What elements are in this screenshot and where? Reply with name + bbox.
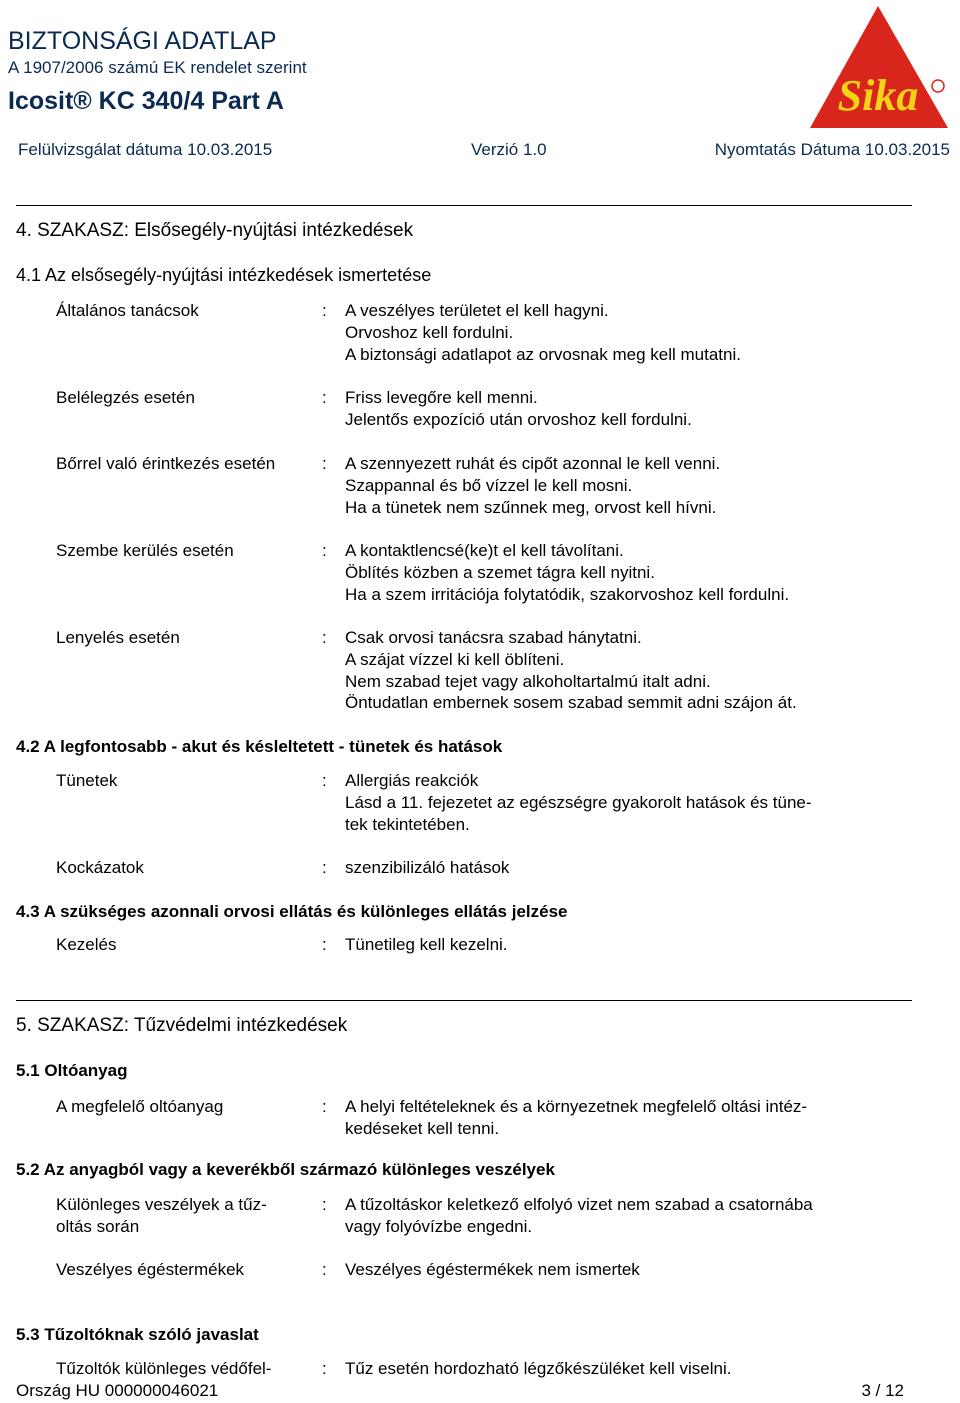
field-value-line: Ha a tünetek nem szűnnek meg, orvost kell hívni. <box>345 497 717 517</box>
field-value-line: Friss levegőre kell menni. <box>345 388 538 407</box>
print-date: Nyomtatás Dátuma 10.03.2015 <box>714 140 950 159</box>
field-value-line: Veszélyes égéstermékek nem ismertek <box>345 1260 640 1279</box>
field-label <box>56 934 316 956</box>
field-value <box>345 540 885 605</box>
section43-title: 4.3 A szükséges azonnali orvosi ellátás és különleges ellátás jelzése <box>16 902 568 921</box>
field-label <box>56 627 316 649</box>
header-meta <box>18 140 954 162</box>
field-colon: : <box>322 1195 327 1214</box>
section42-title: 4.2 A legfontosabb - akut és késleltetett - tünetek és hatások <box>16 737 503 756</box>
field-colon: : <box>322 454 327 473</box>
field-label <box>56 300 316 322</box>
field-label <box>56 453 316 475</box>
field-value-line: Tűz esetén hordozható légzőkészüléket kell viselni. <box>345 1359 732 1378</box>
document-title: BIZTONSÁGI ADATLAP <box>8 27 277 55</box>
page-number: 3 / 12 <box>861 1381 904 1400</box>
field-value-line: A kontaktlencsé(ke)t el kell távolítani. <box>345 541 624 560</box>
field-value-line: Öntudatlan embernek sosem szabad semmit adni szájon át. <box>345 693 797 713</box>
field-colon: : <box>322 301 327 320</box>
field-value-line: A szennyezett ruhát és cipőt azonnal le kell venni. <box>345 454 721 473</box>
field-value <box>345 1096 885 1140</box>
field-value-line: A biztonsági adatlapot az orvosnak meg kell mutatni. <box>345 344 741 364</box>
field-colon: : <box>322 1359 327 1378</box>
field-value-line: Ha a szem irritációja folytatódik, szakorvoshoz kell fordulni. <box>345 584 790 604</box>
field-value <box>345 857 885 879</box>
field-colon: : <box>322 858 327 877</box>
field-value-line: Orvoshoz kell fordulni. <box>345 322 514 342</box>
regulation-line: A 1907/2006 számú EK rendelet szerint <box>8 58 307 77</box>
field-label-line: A megfelelő oltóanyag <box>56 1097 224 1116</box>
revision-date: Felülvizsgálat dátuma 10.03.2015 <box>18 140 273 159</box>
field-value <box>345 300 885 365</box>
field-value-line: vagy folyóvízbe engedni. <box>345 1216 533 1236</box>
section5-title: 5. SZAKASZ: Tűzvédelmi intézkedések <box>16 1015 348 1036</box>
field-value <box>345 770 885 835</box>
section4-title: 4. SZAKASZ: Elsősegély-nyújtási intézkedések <box>16 220 414 241</box>
field-value-line: A szájat vízzel ki kell öblíteni. <box>345 649 565 669</box>
field-value-line: Nem szabad tejet vagy alkoholtartalmú italt adni. <box>345 671 711 691</box>
field-value-line: A helyi feltételeknek és a környezetnek megfelelő oltási intéz- <box>345 1097 808 1116</box>
field-colon: : <box>322 771 327 790</box>
field-label-line: Kezelés <box>56 935 117 954</box>
field-colon: : <box>322 1260 327 1279</box>
footer-country-code: Ország HU 000000046021 <box>16 1381 219 1400</box>
field-label <box>56 387 316 409</box>
field-value <box>345 1194 885 1238</box>
product-name: Icosit® KC 340/4 Part A <box>8 87 284 115</box>
field-label-line: Különleges veszélyek a tűz- <box>56 1195 267 1214</box>
section-divider <box>16 205 912 206</box>
field-colon: : <box>322 388 327 407</box>
field-colon: : <box>322 1097 327 1116</box>
page-footer <box>16 1381 912 1403</box>
section51-title: 5.1 Oltóanyag <box>16 1061 128 1080</box>
logo-wordmark: Sika <box>837 71 919 120</box>
field-value <box>345 1358 885 1380</box>
field-value-line: Tünetileg kell kezelni. <box>345 935 508 954</box>
section53-title: 5.3 Tűzoltóknak szóló javaslat <box>16 1325 259 1344</box>
field-label-line: Bőrrel való érintkezés esetén <box>56 454 276 473</box>
logo-registered-mark <box>932 80 944 92</box>
field-label-line: Szembe kerülés esetén <box>56 541 234 560</box>
sika-logo <box>808 4 950 130</box>
field-value-line: szenzibilizáló hatások <box>345 858 510 877</box>
field-value <box>345 627 885 714</box>
field-value-line: Szappannal és bő vízzel le kell mosni. <box>345 475 633 495</box>
field-label-line: Tűzoltók különleges védőfel- <box>56 1359 272 1378</box>
field-value-line: Jelentős expozíció után orvoshoz kell fordulni. <box>345 409 692 429</box>
field-colon: : <box>322 935 327 954</box>
field-value-line: Lásd a 11. fejezetet az egészségre gyakorolt hatások és tüne- <box>345 792 812 812</box>
field-label-line: Tünetek <box>56 771 118 790</box>
field-label <box>56 770 316 792</box>
field-value <box>345 387 885 431</box>
field-label-line: Veszélyes égéstermékek <box>56 1260 245 1279</box>
field-value-line: A veszélyes területet el kell hagyni. <box>345 301 609 320</box>
field-label <box>56 540 316 562</box>
field-label-line: Lenyelés esetén <box>56 628 180 647</box>
field-label-line: Általános tanácsok <box>56 301 199 320</box>
field-label <box>56 1096 316 1118</box>
field-value-line: A tűzoltáskor keletkező elfolyó vizet nem szabad a csatornába <box>345 1195 813 1214</box>
field-label-line: oltás során <box>56 1216 140 1236</box>
field-colon: : <box>322 541 327 560</box>
field-value <box>345 1259 885 1281</box>
field-value <box>345 453 885 518</box>
field-value-line: kedéseket kell tenni. <box>345 1118 500 1138</box>
field-label <box>56 857 316 879</box>
field-colon: : <box>322 628 327 647</box>
field-value-line: tek tekintetében. <box>345 814 470 834</box>
field-label-line: Kockázatok <box>56 858 144 877</box>
field-label <box>56 1194 316 1238</box>
section41-title: 4.1 Az elsősegély-nyújtási intézkedések ismertetése <box>16 265 432 285</box>
field-label-line: Belélegzés esetén <box>56 388 195 407</box>
field-value-line: Csak orvosi tanácsra szabad hánytatni. <box>345 628 642 647</box>
section52-title: 5.2 Az anyagból vagy a keverékből származó különleges veszélyek <box>16 1160 555 1179</box>
version: Verzió 1.0 <box>471 140 547 159</box>
field-value-line: Öblítés közben a szemet tágra kell nyitni. <box>345 562 655 582</box>
section-divider <box>16 1000 912 1001</box>
document-header <box>8 26 307 120</box>
field-value <box>345 934 885 956</box>
field-label <box>56 1358 316 1380</box>
field-value-line: Allergiás reakciók <box>345 771 479 790</box>
field-label <box>56 1259 316 1281</box>
